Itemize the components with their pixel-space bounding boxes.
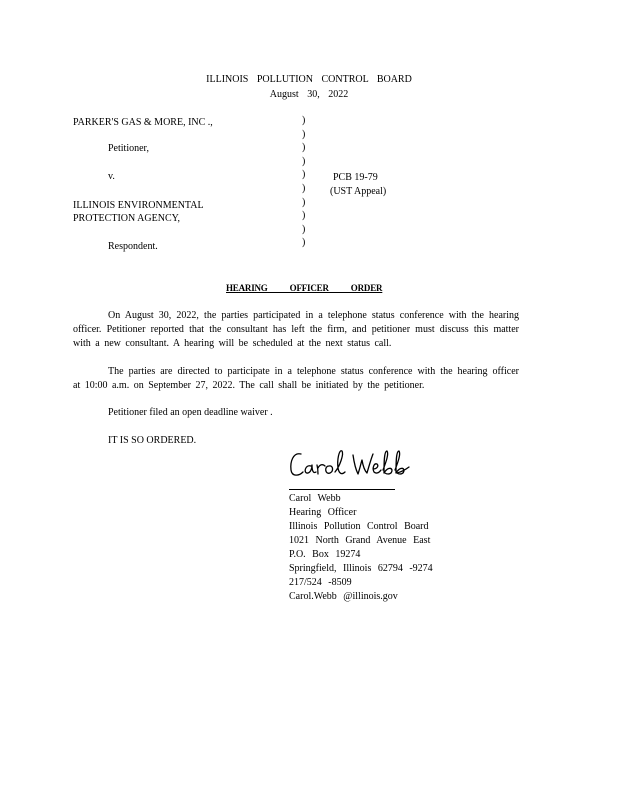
- caption-paren: ): [302, 182, 306, 194]
- petitioner-role: Petitioner,: [108, 143, 149, 154]
- caption-paren: ): [302, 237, 306, 249]
- document-header: [0, 72, 618, 102]
- signer-email: Carol.Webb @illinois.gov: [289, 591, 398, 602]
- caption-paren: ): [302, 196, 306, 208]
- signer-phone: 217/524 -8509: [289, 577, 352, 588]
- order-date: August 30, 2022: [269, 89, 349, 100]
- signature-block: [289, 492, 433, 604]
- case-number: PCB 19-79: [333, 172, 378, 183]
- address-street: 1021 North Grand Avenue East: [289, 535, 431, 546]
- order-paragraph-1: On August 30, 2022, the parties participated in a telephone status conference with the hearing officer. Petitioner reported that the consultant has left the firm, and petitioner must discuss this matter with a new consultant. A hearing will be scheduled at the next status call.: [73, 310, 519, 349]
- petitioner-name: PARKER'S GAS & MORE, INC .,: [73, 117, 213, 128]
- address-po-box: P.O. Box 19274: [289, 549, 361, 560]
- closing-statement: IT IS SO ORDERED.: [108, 435, 197, 446]
- case-info: [330, 171, 386, 199]
- caption-paren: ): [302, 142, 306, 154]
- order-paragraph-2: The parties are directed to participate in a telephone status conference with the hearing officer at 10:00 a.m. on September 27, 2022. The call shall be initiated by the petitioner.: [73, 366, 519, 391]
- signer-organization: Illinois Pollution Control Board: [289, 521, 429, 532]
- respondent-line-1: ILLINOIS ENVIRONMENTAL: [73, 200, 204, 211]
- order-paragraph-3: Petitioner filed an open deadline waiver .: [108, 407, 273, 418]
- caption-paren: ): [302, 210, 306, 222]
- order-title: HEARING OFFICER ORDER: [226, 283, 383, 293]
- respondent-line-2: PROTECTION AGENCY,: [73, 213, 181, 224]
- caption-paren: ): [302, 128, 306, 140]
- respondent-role: Respondent.: [108, 241, 158, 252]
- versus-label: v.: [108, 171, 115, 182]
- case-type: (UST Appeal): [330, 186, 387, 197]
- signature-line: [289, 489, 395, 490]
- caption-paren: ): [302, 223, 306, 235]
- handwritten-signature: [287, 446, 417, 486]
- agency-name: ILLINOIS POLLUTION CONTROL BOARD: [206, 74, 412, 85]
- caption-paren: ): [302, 169, 306, 181]
- caption-paren: ): [302, 115, 306, 126]
- caption-paren: ): [302, 155, 306, 167]
- signer-title: Hearing Officer: [289, 507, 357, 518]
- address-city: Springfield, Illinois 62794 -9274: [289, 563, 433, 574]
- caption-paren-column: [302, 114, 305, 250]
- signer-name: Carol Webb: [289, 493, 341, 504]
